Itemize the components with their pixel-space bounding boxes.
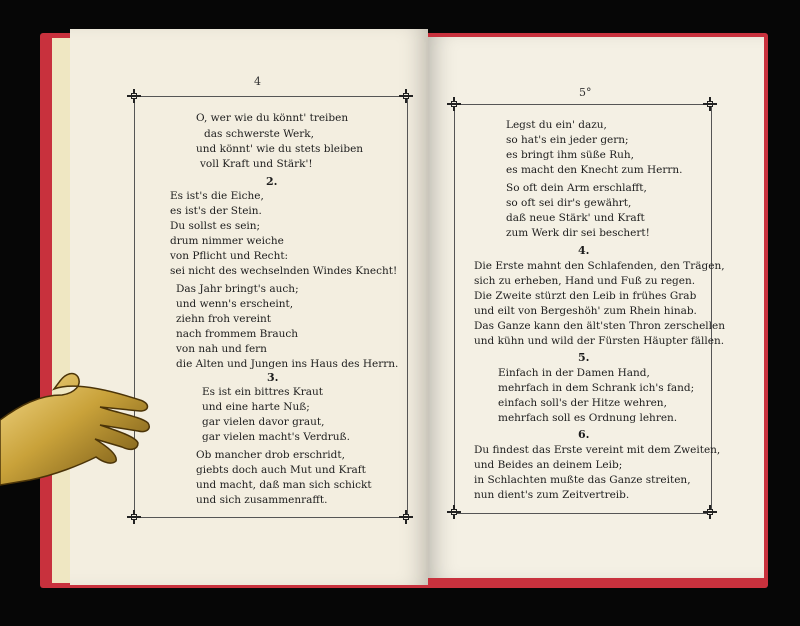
text-line: Das Jahr bringt's auch; <box>176 283 299 295</box>
text-line: es bringt ihm süße Ruh, <box>506 149 634 161</box>
text-line: drum nimmer weiche <box>170 235 284 247</box>
text-line: giebts doch auch Mut und Kraft <box>196 464 366 476</box>
text-line: voll Kraft und Stärk'! <box>200 158 313 170</box>
text-line: und könnt' wie du stets bleiben <box>196 143 364 155</box>
text-line: so oft sei dir's gewährt, <box>506 197 632 209</box>
text-line: Die Erste mahnt den Schlafenden, den Trägen, <box>474 260 725 272</box>
text-line: und eine harte Nuß; <box>202 401 310 413</box>
text-line: Das Ganze kann den ält'sten Thron zerschellen <box>474 320 725 332</box>
corner-ornament <box>399 510 413 524</box>
corner-ornament <box>447 97 461 111</box>
text-line: Die Zweite stürzt den Leib in frühes Grab <box>474 290 697 302</box>
stanza-number: 2. <box>266 175 278 188</box>
corner-ornament <box>127 510 141 524</box>
stanza-number: 3. <box>267 371 279 384</box>
text-line: mehrfach in dem Schrank ich's fand; <box>498 382 695 394</box>
text-line: Du sollst es sein; <box>170 220 261 232</box>
text-line: O, wer wie du könnt' treiben <box>196 112 349 124</box>
text-line: gar vielen davor graut, <box>202 416 325 428</box>
text-line: von nah und fern <box>176 343 267 355</box>
text-line: Ob mancher drob erschridt, <box>196 449 345 461</box>
corner-ornament <box>703 97 717 111</box>
page-number: 5° <box>579 86 592 99</box>
text-line: das schwerste Werk, <box>204 128 314 140</box>
text-line: Einfach in der Damen Hand, <box>498 367 650 379</box>
text-line: sich zu erheben, Hand und Fuß zu regen. <box>474 275 696 287</box>
brass-hand-bookmark <box>0 365 160 505</box>
text-line: ziehn froh vereint <box>176 313 272 325</box>
text-line: die Alten und Jungen ins Haus des Herrn. <box>176 358 399 370</box>
text-line: zum Werk dir sei beschert! <box>506 227 650 239</box>
text-line: So oft dein Arm erschlafft, <box>506 182 647 194</box>
text-line: Du findest das Erste vereint mit dem Zweiten, <box>474 444 721 456</box>
stanza-number: 5. <box>578 351 590 364</box>
text-line: und sich zusammenrafft. <box>196 494 328 506</box>
text-line: gar vielen macht's Verdruß. <box>202 431 350 443</box>
text-line: Legst du ein' dazu, <box>506 119 607 131</box>
corner-ornament <box>399 89 413 103</box>
text-line: von Pflicht und Recht: <box>170 250 289 262</box>
text-line: einfach soll's der Hitze wehren, <box>498 397 667 409</box>
text-line: sei nicht des wechselnden Windes Knecht! <box>170 265 398 277</box>
stanza-number: 4. <box>578 244 590 257</box>
text-line: und Beides an deinem Leib; <box>474 459 623 471</box>
page-number: 4 <box>254 75 261 88</box>
text-line: Es ist ein bittres Kraut <box>202 386 323 398</box>
stanza-number: 6. <box>578 428 590 441</box>
text-line: und eilt von Bergeshöh' zum Rhein hinab. <box>474 305 697 317</box>
corner-ornament <box>127 89 141 103</box>
text-line: es macht den Knecht zum Herrn. <box>506 164 683 176</box>
text-line: und wenn's erscheint, <box>176 298 294 310</box>
text-line: es ist's der Stein. <box>170 205 262 217</box>
corner-ornament <box>703 505 717 519</box>
text-line: und macht, daß man sich schickt <box>196 479 372 491</box>
text-line: mehrfach soll es Ordnung lehren. <box>498 412 678 424</box>
text-line: daß neue Stärk' und Kraft <box>506 212 645 224</box>
text-line: in Schlachten mußte das Ganze streiten, <box>474 474 691 486</box>
text-line: und kühn und wild der Fürsten Häupter fällen. <box>474 335 725 347</box>
text-line: nun dient's zum Zeitvertreib. <box>474 489 630 501</box>
right-page <box>428 37 764 578</box>
corner-ornament <box>447 505 461 519</box>
text-line: so hat's ein jeder gern; <box>506 134 629 146</box>
text-line: nach frommem Brauch <box>176 328 299 340</box>
text-line: Es ist's die Eiche, <box>170 190 264 202</box>
